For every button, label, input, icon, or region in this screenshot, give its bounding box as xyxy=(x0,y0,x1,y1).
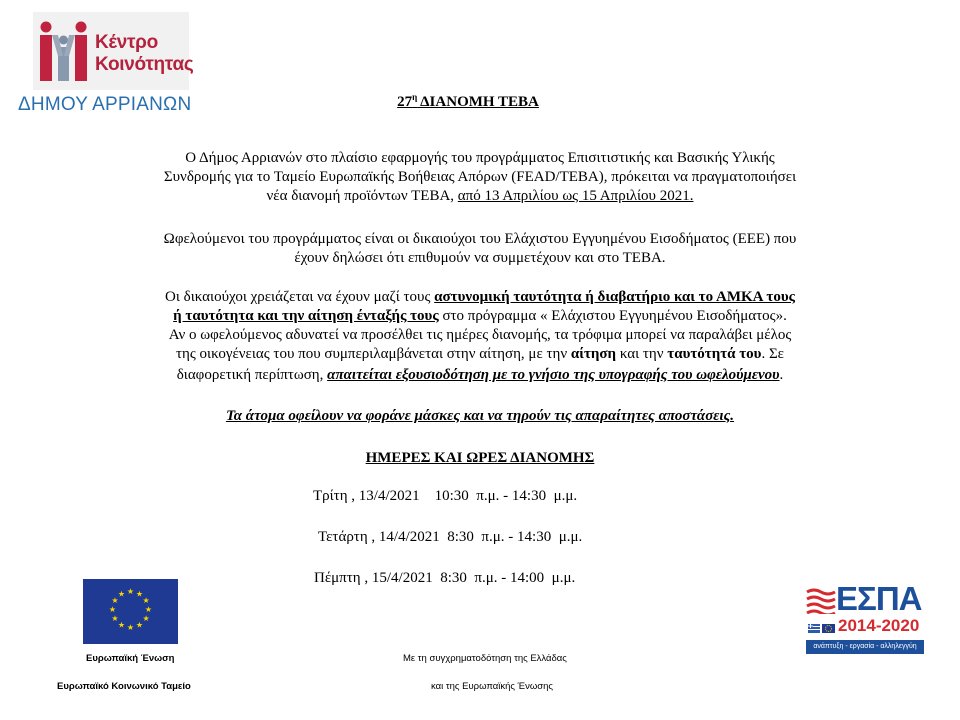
requirements-line-1-text: Οι δικαιούχοι χρειάζεται να έχουν μαζί τους xyxy=(165,289,435,305)
masks-notice: Τα άτομα οφείλουν να φοράνε μάσκες και να τηρούν τις απαραίτητες αποστάσεις. xyxy=(225,408,735,424)
title-text: ΔΙΑΝΟΜΗ ΤΕΒΑ xyxy=(417,94,539,110)
required-documents: αστυνομική ταυτότητα ή διαβατήριο και το ΑΜΚΑ τους xyxy=(434,289,795,305)
svg-text:★: ★ xyxy=(117,620,126,630)
requirements-line-5-end: . xyxy=(779,367,784,383)
espa-years: 2014-2020 xyxy=(838,616,920,635)
espa-slogan: ανάπτυξη - εργασία - αλληλεγγύη xyxy=(806,640,924,654)
title-ordinal: η xyxy=(412,92,418,102)
required-application: ή ταυτότητα και την αίτηση ένταξής τους xyxy=(173,308,439,324)
svg-text:★: ★ xyxy=(142,614,150,623)
cofunding-line-2: και της Ευρωπαϊκής Ένωσης xyxy=(431,681,553,692)
authorization-requirement: απαιτείται εξουσιοδότηση με το γνήσιο της υπογραφής του ωφελούμενου xyxy=(327,367,780,383)
requirements-line-5 xyxy=(0,366,960,385)
greek-eu-flags-icon xyxy=(808,622,836,638)
schedule-heading: ΗΜΕΡΕΣ ΚΑΙ ΩΡΕΣ ΔΙΑΝΟΜΗΣ xyxy=(365,450,595,466)
schedule-row-wednesday: Τετάρτη , 14/4/2021 8:30 π.μ. - 14:30 μ.μ. xyxy=(318,529,583,545)
svg-text:★: ★ xyxy=(135,620,144,630)
kentro-koinotitas-logo xyxy=(33,12,194,90)
id-bold: ταυτότητά του xyxy=(667,346,762,362)
eu-label: Ευρωπαϊκή Ένωση xyxy=(86,653,175,664)
esf-label: Ευρωπαϊκό Κοινωνικό Ταμείο xyxy=(57,681,191,692)
municipality-name: ΔΗΜΟΥ ΑΡΡΙΑΝΩΝ xyxy=(18,94,192,115)
svg-text:★: ★ xyxy=(117,589,126,599)
requirements-line-4-and: και την xyxy=(616,346,668,362)
requirements-line-2-text: στο πρόγραμμα « Ελάχιστου Εγγυημένου Εισοδήματος». xyxy=(438,308,787,324)
svg-text:★: ★ xyxy=(144,605,153,614)
cofunding-line-1: Με τη συγχρηματοδότηση της Ελλάδας xyxy=(403,653,567,664)
svg-text:★: ★ xyxy=(126,623,135,632)
distribution-dates: από 13 Απριλίου ως 15 Απριλίου 2021. xyxy=(457,188,694,204)
community-people-icon xyxy=(36,16,92,86)
intro-line-3 xyxy=(0,187,960,206)
svg-text:★: ★ xyxy=(135,589,144,599)
eu-flag-icon xyxy=(83,579,178,644)
beneficiaries-line-1: Ωφελούμενοι του προγράμματος είναι οι δικαιούχοι του Ελάχιστου Εγγυημένου Εισοδήματος (ΕΕΕ) που xyxy=(163,231,797,247)
svg-text:★: ★ xyxy=(108,605,117,614)
requirements-line-4-text: της οικογένειας του που συμπεριλαμβάνεται στην αίτηση, με την xyxy=(176,346,571,362)
intro-line-3-text: νέα διανομή προϊόντων ΤΕΒΑ, xyxy=(266,188,458,204)
schedule-row-tuesday: Τρίτη , 13/4/2021 10:30 π.μ. - 14:30 μ.μ. xyxy=(313,488,578,504)
requirements-line-4-end: . Σε xyxy=(761,346,784,362)
svg-text:★: ★ xyxy=(111,596,119,605)
application-bold: αίτηση xyxy=(570,346,617,362)
requirements-line-3: Αν ο ωφελούμενος αδυνατεί να προσέλθει τις ημέρες διανομής, τα τρόφιμα μπορεί να παραλάβει μέλος xyxy=(168,327,792,343)
intro-line-2: Συνδρομής για το Ταμείο Ευρωπαϊκής Βοήθειας Απόρων (FEAD/TEBA), πρόκειται να πραγματοποιήσει xyxy=(163,169,797,185)
espa-title: ΕΣΠΑ xyxy=(836,580,922,617)
espa-logo xyxy=(806,580,924,657)
page-title xyxy=(0,88,936,112)
requirements-line-4 xyxy=(0,345,960,364)
espa-waves-icon xyxy=(806,588,836,614)
svg-text:★: ★ xyxy=(142,596,150,605)
logo-text-line1: Κέντρο xyxy=(95,32,158,53)
svg-text:★: ★ xyxy=(111,614,119,623)
beneficiaries-line-2: έχουν δηλώσει ότι επιθυμούν να συμμετέχουν και στο ΤΕΒΑ. xyxy=(294,250,666,266)
svg-text:★: ★ xyxy=(126,587,135,596)
logo-text-line2: Κοινότητας xyxy=(95,54,194,75)
requirements-line-1 xyxy=(0,288,960,307)
title-number: 27 xyxy=(397,94,413,110)
requirements-line-2 xyxy=(0,307,960,326)
requirements-line-5-text: διαφορετική περίπτωση, xyxy=(176,367,328,383)
intro-line-1: Ο Δήμος Αρριανών στο πλαίσιο εφαρμογής του προγράμματος Επισιτιστικής και Βασικής Υλικής xyxy=(185,150,775,166)
schedule-row-thursday: Πέμπτη , 15/4/2021 8:30 π.μ. - 14:00 μ.μ. xyxy=(314,570,576,586)
